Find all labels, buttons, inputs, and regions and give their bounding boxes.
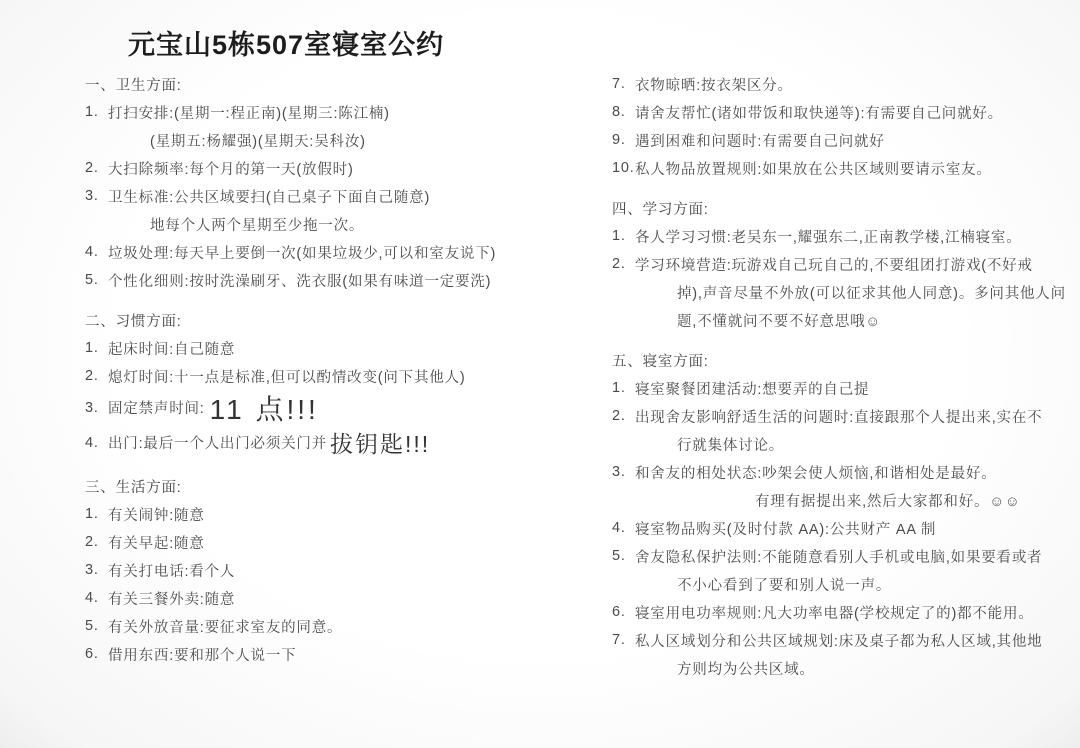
rule-item <box>612 250 1062 278</box>
emphasis-text: 11 点!!! <box>209 393 319 425</box>
rule-item <box>85 266 550 294</box>
item-text: 寝室物品购买(及时付款 AA):公共财产 AA 制 <box>635 521 937 538</box>
rule-item <box>612 402 1062 430</box>
item-text: 熄灯时间:十一点是标准,但可以酌情改变(问下其他人) <box>108 369 466 386</box>
item-number: 10. <box>612 160 635 176</box>
rule-item <box>612 514 1062 542</box>
item-text: 有理有据提出来,然后大家都和好。☺☺ <box>755 493 1021 510</box>
item-text: 各人学习习惯:老吴东一,耀强东二,正南教学楼,江楠寝室。 <box>635 229 1022 246</box>
rule-item-continuation <box>612 654 1062 682</box>
section-heading-label: 五、寝室方面: <box>612 353 709 370</box>
section-gap <box>85 294 550 306</box>
item-text: 有关三餐外卖:随意 <box>108 591 236 608</box>
item-number: 9. <box>612 132 626 148</box>
rule-item <box>85 390 550 425</box>
item-number: 2. <box>85 160 99 176</box>
item-text: 出现舍友影响舒适生活的问题时:直接跟那个人提出来,实在不 <box>635 409 1043 426</box>
item-text: 行就集体讨论。 <box>677 437 785 454</box>
section-heading-hygiene <box>85 70 550 98</box>
rule-item <box>85 182 550 210</box>
item-number: 1. <box>85 104 99 120</box>
rule-item-continuation <box>612 570 1062 598</box>
rule-item <box>612 70 1062 98</box>
section-heading-label: 三、生活方面: <box>85 479 182 496</box>
item-text: 掉),声音尽量不外放(可以征求其他人同意)。多问其他人问 <box>677 285 1066 302</box>
item-text: 卫生标准:公共区域要扫(自己桌子下面自己随意) <box>108 189 431 206</box>
item-number: 4. <box>612 520 626 536</box>
item-text: 寝室用电功率规则:凡大功率电器(学校规定了的)都不能用。 <box>635 605 1034 622</box>
item-text: 打扫安排:(星期一:程正南)(星期三:陈江楠) <box>108 105 390 122</box>
item-number: 3. <box>85 188 99 204</box>
item-text: 题,不懂就问不要不好意思哦☺ <box>677 313 882 330</box>
section-gap <box>612 334 1062 346</box>
rule-item <box>612 154 1062 182</box>
right-column <box>612 70 1066 682</box>
rule-item <box>85 362 550 390</box>
item-number: 5. <box>85 272 99 288</box>
rule-item-continuation <box>85 126 550 154</box>
item-number: 3. <box>612 464 626 480</box>
item-text: 地每个人两个星期至少拖一次。 <box>150 217 365 234</box>
section-heading-label: 一、卫生方面: <box>85 77 182 94</box>
section-heading-label: 二、习惯方面: <box>85 313 182 330</box>
rule-item-continuation <box>612 278 1066 306</box>
rule-item-continuation <box>612 430 1062 458</box>
rule-item-continuation <box>612 306 1062 334</box>
item-text: 有关闹钟:随意 <box>108 507 205 524</box>
rule-item <box>85 612 550 640</box>
page-title: 元宝山5栋507室寝室公约 <box>128 30 445 60</box>
item-number: 2. <box>612 408 626 424</box>
item-number: 5. <box>612 548 626 564</box>
rule-item <box>612 126 1062 154</box>
item-text: 出门:最后一个人出门必须关门并 <box>108 436 328 452</box>
item-text: 有关打电话:看个人 <box>108 563 236 580</box>
item-text: 请舍友帮忙(诸如带饭和取快递等):有需要自己问就好。 <box>635 105 1003 122</box>
rule-item <box>612 598 1062 626</box>
item-text: 有关外放音量:要征求室友的同意。 <box>108 619 343 636</box>
item-text: 舍友隐私保护法则:不能随意看别人手机或电脑,如果要看或者 <box>635 549 1043 566</box>
item-number: 4. <box>85 244 99 260</box>
item-text: (星期五:杨耀强)(星期天:吴科汝) <box>150 133 366 150</box>
item-text: 和舍友的相处状态:吵架会使人烦恼,和谐相处是最好。 <box>635 465 997 482</box>
item-number: 2. <box>612 256 626 272</box>
rule-item <box>85 528 550 556</box>
rule-item <box>85 425 550 460</box>
rule-item <box>85 154 550 182</box>
item-number: 1. <box>612 228 626 244</box>
item-text: 借用东西:要和那个人说一下 <box>108 647 297 664</box>
section-heading-study <box>612 194 1062 222</box>
item-number: 1. <box>612 380 626 396</box>
item-text: 遇到困难和问题时:有需要自己问就好 <box>635 133 885 150</box>
item-text: 私人区域划分和公共区域规划:床及桌子都为私人区域,其他地 <box>635 633 1043 650</box>
item-text: 学习环境营造:玩游戏自己玩自己的,不要组团打游戏(不好戒 <box>635 257 1033 274</box>
rule-item <box>85 556 550 584</box>
rule-item <box>85 238 550 266</box>
rule-item <box>612 542 1062 570</box>
left-column <box>85 70 550 668</box>
rule-item <box>612 458 1062 486</box>
section-heading-dorm <box>612 346 1062 374</box>
item-text: 起床时间:自己随意 <box>108 341 236 358</box>
item-number: 8. <box>612 104 626 120</box>
item-text: 衣物晾晒:按衣架区分。 <box>635 77 793 94</box>
rule-item <box>612 626 1062 654</box>
item-text: 大扫除频率:每个月的第一天(放假时) <box>108 161 354 178</box>
item-number: 4. <box>85 434 99 451</box>
item-number: 6. <box>612 604 626 620</box>
item-text: 有关早起:随意 <box>108 535 205 552</box>
item-text: 方则均为公共区域。 <box>677 661 815 678</box>
rule-item <box>612 374 1062 402</box>
item-number: 5. <box>85 618 99 634</box>
rule-item-continuation <box>85 210 550 238</box>
rule-item <box>85 98 550 126</box>
item-number: 3. <box>85 399 99 416</box>
item-number: 2. <box>85 534 99 550</box>
item-text: 寝室聚餐团建活动:想要弄的自己提 <box>635 381 870 398</box>
section-heading-label: 四、学习方面: <box>612 201 709 218</box>
item-number: 3. <box>85 562 99 578</box>
item-number: 1. <box>85 506 99 522</box>
section-gap <box>612 182 1062 194</box>
section-gap <box>85 460 550 472</box>
section-heading-life <box>85 472 550 500</box>
rule-item-continuation <box>612 486 1062 514</box>
rule-item <box>85 640 550 668</box>
rule-item <box>85 500 550 528</box>
rule-item <box>85 584 550 612</box>
item-text: 个性化细则:按时洗澡刷牙、洗衣服(如果有味道一定要洗) <box>108 273 492 290</box>
item-text: 不小心看到了要和别人说一声。 <box>677 577 892 594</box>
section-heading-habits <box>85 306 550 334</box>
item-number: 7. <box>612 76 626 92</box>
item-number: 7. <box>612 632 626 648</box>
item-number: 6. <box>85 646 99 662</box>
item-number: 1. <box>85 340 99 356</box>
item-text: 固定禁声时间: <box>108 401 205 417</box>
rule-item <box>85 334 550 362</box>
rule-item <box>612 222 1062 250</box>
item-number: 2. <box>85 368 99 384</box>
item-text: 私人物品放置规则:如果放在公共区域则要请示室友。 <box>635 161 992 178</box>
rule-item <box>612 98 1062 126</box>
emphasis-text: 拔钥匙!!! <box>330 431 431 457</box>
item-text: 垃圾处理:每天早上要倒一次(如果垃圾少,可以和室友说下) <box>108 245 497 262</box>
item-number: 4. <box>85 590 99 606</box>
